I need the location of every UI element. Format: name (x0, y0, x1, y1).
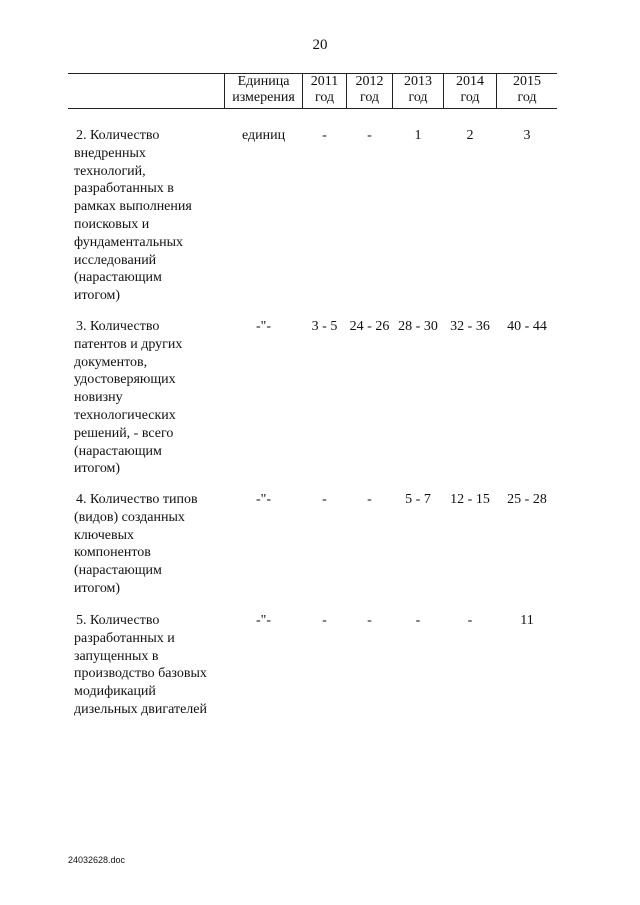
indicator-text (68, 318, 218, 478)
header-year-sub: год (408, 90, 428, 105)
indicator-text (68, 491, 218, 598)
value-2014: 2 (466, 128, 474, 143)
value-2011: - (322, 128, 327, 143)
value-2012: - (367, 613, 372, 628)
header-year-sub: год (314, 90, 335, 105)
indicator-line: (видов) созданных (74, 509, 185, 525)
header-year-2014 (444, 74, 496, 108)
value-2015: 3 (523, 128, 531, 143)
value-2011: 3 - 5 (311, 319, 338, 334)
value-2014: 12 - 15 (450, 492, 490, 507)
indicator-line: дизельных двигателей (74, 701, 207, 717)
indicator-text (68, 127, 218, 305)
indicator-line: модификаций (74, 684, 156, 700)
value-2012: - (367, 492, 372, 507)
indicator-line: документов, (74, 354, 148, 370)
unit-cell: -"- (255, 319, 272, 334)
value-2013: 28 - 30 (398, 319, 438, 334)
indicator-line: новизну (74, 390, 123, 406)
indicator-line: удостоверяющих (74, 372, 176, 388)
indicator-line: 4. Количество типов (76, 492, 198, 507)
indicator-line: итогом) (74, 580, 121, 596)
indicator-line: поисковых и (74, 216, 150, 232)
footer-filename: 24032628.doc (68, 855, 126, 865)
indicator-line: (нарастающим (74, 270, 162, 286)
value-2013: 1 (414, 128, 422, 143)
indicator-line: решений, - всего (74, 425, 174, 441)
indicator-line: внедренных (74, 145, 146, 161)
value-2012: 24 - 26 (349, 319, 390, 334)
indicator-line: 5. Количество (76, 613, 160, 628)
indicator-line: итогом) (74, 288, 121, 304)
indicator-text (68, 612, 218, 719)
indicator-line: технологий, (74, 163, 146, 179)
indicator-line: (нарастающим (74, 443, 162, 459)
indicator-line: производство базовых (74, 666, 207, 682)
indicator-line: патентов и других (74, 336, 183, 352)
header-unit (225, 74, 302, 108)
unit-cell: -"- (255, 613, 272, 628)
value-2011: - (322, 613, 327, 628)
value-2012: - (367, 128, 372, 143)
indicator-line: ключевых (74, 527, 134, 543)
unit-cell: -"- (255, 492, 272, 507)
value-2015: 40 - 44 (507, 319, 547, 334)
indicator-line: итогом) (74, 461, 121, 477)
indicator-line: исследований (74, 252, 157, 268)
header-year-label: 2011 (310, 74, 339, 89)
value-2013: - (415, 613, 421, 628)
value-2013: 5 - 7 (405, 492, 431, 507)
header-year-sub: год (460, 90, 480, 105)
value-2015: 11 (520, 613, 534, 628)
value-2014: 32 - 36 (450, 319, 490, 334)
header-year-sub: год (359, 90, 380, 105)
header-year-label: 2013 (404, 74, 432, 89)
header-unit-line: Единица (237, 74, 290, 89)
value-2011: - (322, 492, 327, 507)
header-unit-line: измерения (232, 90, 295, 105)
header-year-label: 2014 (456, 74, 484, 89)
indicator-line: 3. Количество (76, 319, 160, 334)
indicator-line: компонентов (74, 545, 151, 561)
indicator-line: технологических (74, 407, 176, 423)
indicator-line: разработанных и (74, 630, 175, 646)
value-2015: 25 - 28 (507, 492, 547, 507)
header-year-2015 (497, 74, 557, 108)
header-year-sub: год (517, 90, 537, 105)
indicator-line: запущенных в (74, 648, 159, 664)
indicator-line: рамках выполнения (74, 199, 192, 215)
header-year-2013 (393, 74, 443, 108)
page-number: 20 (312, 37, 328, 53)
value-2014: - (467, 613, 473, 628)
unit-cell: единиц (241, 128, 286, 143)
indicator-line: разработанных в (74, 181, 174, 197)
indicator-line: 2. Количество (76, 128, 160, 143)
header-year-label: 2012 (355, 74, 384, 89)
header-year-2011 (303, 74, 346, 108)
indicator-line: фундаментальных (74, 234, 184, 250)
indicator-line: (нарастающим (74, 563, 162, 579)
header-year-label: 2015 (513, 74, 541, 89)
table-header-rule (68, 108, 557, 109)
header-year-2012 (347, 74, 392, 108)
